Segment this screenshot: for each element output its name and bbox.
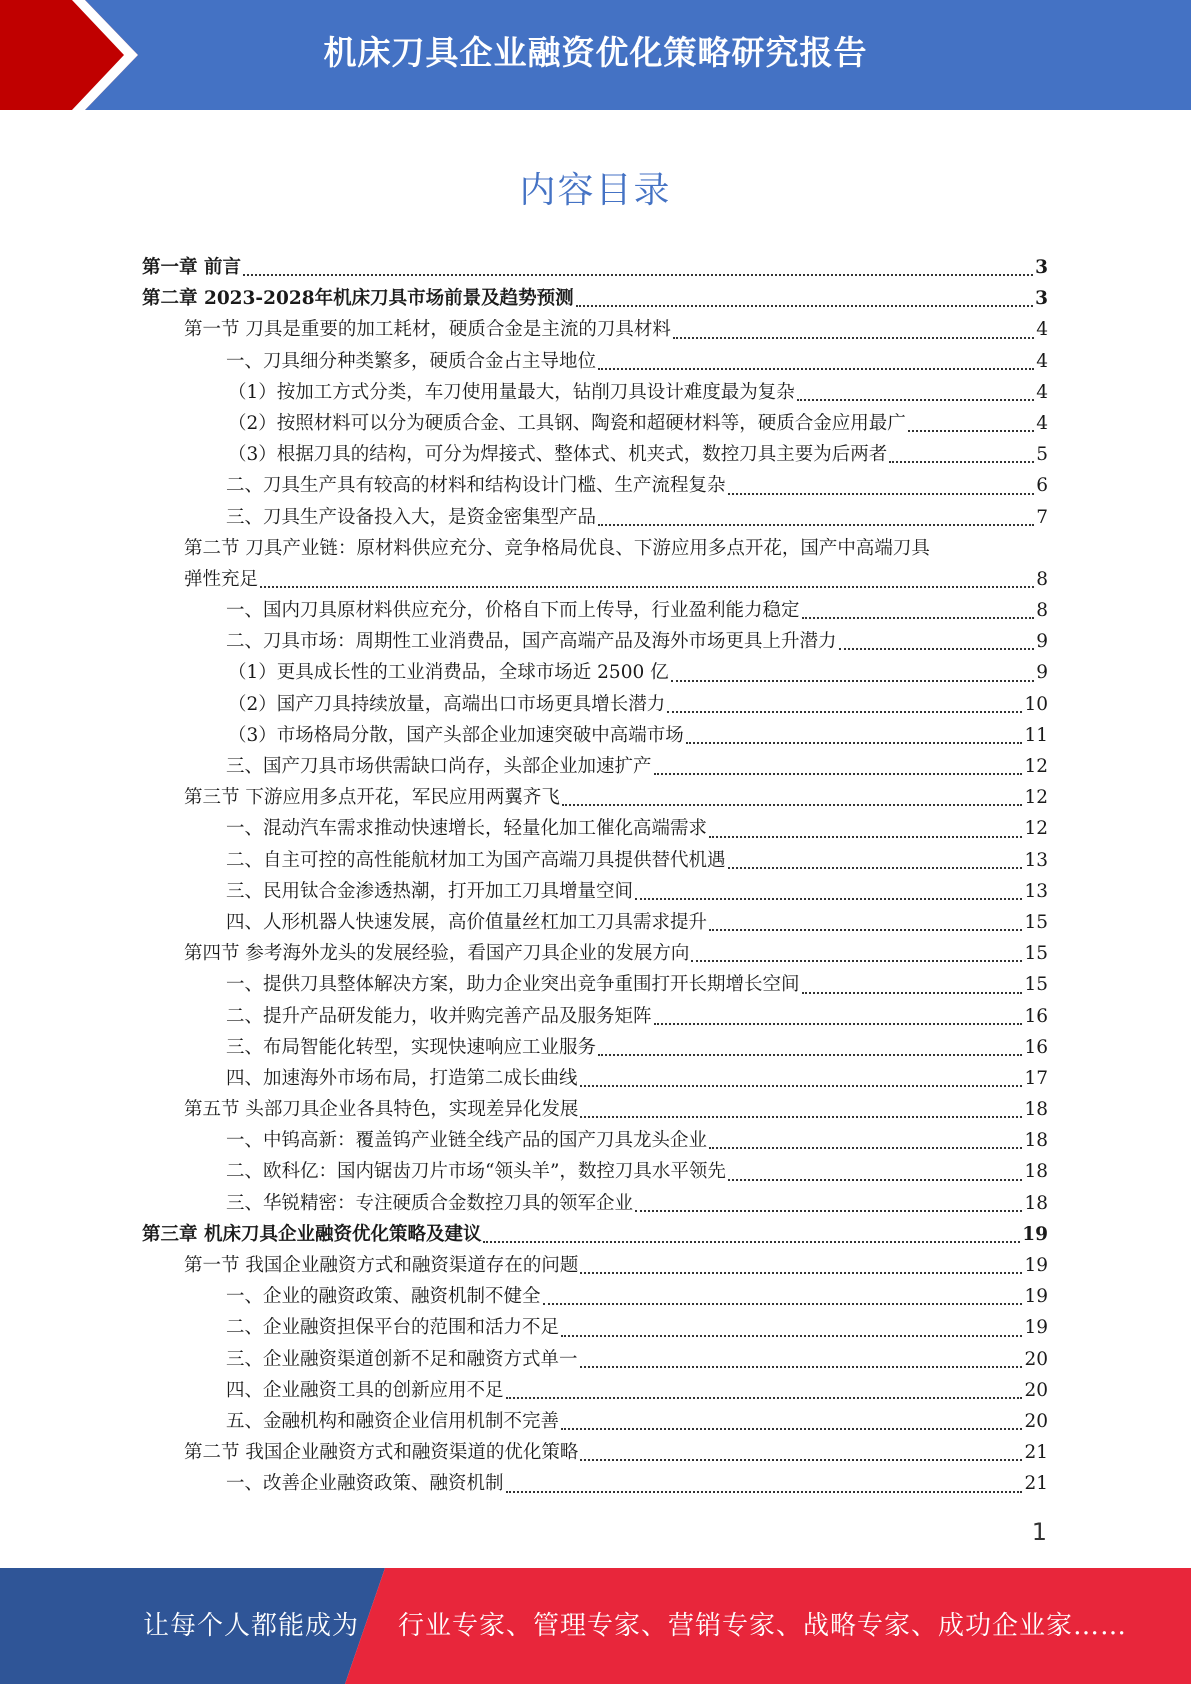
table-of-contents [142,253,1048,1501]
toc-entry-text: 三、企业融资渠道创新不足和融资方式单一 [226,1348,578,1370]
toc-leader-dots [580,1272,1022,1274]
toc-entry[interactable] [142,315,1048,346]
toc-entry[interactable] [142,503,1048,534]
toc-leader-dots [889,461,1034,463]
toc-page-number: 12 [1024,756,1048,777]
toc-entry[interactable] [142,1095,1048,1126]
toc-page-number: 15 [1024,911,1048,933]
toc-entry-continuation [184,565,1048,596]
toc-page-number: 4 [1036,319,1048,341]
toc-entry-text: （2）国产刀具持续放量，高端出口市场更具增长潜力 [228,693,666,715]
toc-leader-dots [709,929,1022,931]
toc-leader-dots [728,493,1035,495]
toc-entry[interactable] [142,627,1048,658]
toc-entry[interactable] [142,378,1048,409]
toc-leader-dots [673,337,1034,339]
footer-slogan-right: 行业专家、管理专家、营销专家、战略专家、成功企业家…… [398,1611,1128,1641]
toc-leader-dots [580,1366,1023,1368]
toc-entry-text: 第一节 我国企业融资方式和融资渠道存在的问题 [184,1255,579,1276]
toc-entry-text: 二、刀具生产具有较高的材料和结构设计门槛、生产流程复杂 [226,475,726,497]
toc-page-number: 4 [1036,350,1048,372]
toc-entry-text: 一、企业的融资政策、融资机制不健全 [226,1286,541,1308]
toc-entry[interactable] [142,752,1048,783]
toc-leader-dots [671,680,1035,682]
toc-entry-text: 第三节 下游应用多点开花，军民应用两翼齐飞 [184,787,560,809]
toc-entry-text: （3）根据刀具的结构，可分为焊接式、整体式、机夹式，数控刀具主要为后两者 [228,444,888,466]
toc-entry-text: 第一节 刀具是重要的加工耗材，硬质合金是主流的刀具材料 [184,319,671,341]
toc-entry-text: 一、提供刀具整体解决方案，助力企业突出竞争重围打开长期增长空间 [226,974,800,996]
toc-leader-dots [728,867,1023,869]
toc-entry[interactable] [142,658,1048,689]
toc-leader-dots [562,804,1023,806]
toc-leader-dots [654,1023,1023,1025]
toc-entry[interactable] [142,970,1048,1001]
toc-page-number: 19 [1024,1286,1048,1308]
toc-entry[interactable] [142,1126,1048,1157]
toc-leader-dots [580,1459,1022,1461]
toc-page-number: 16 [1024,1005,1048,1027]
toc-entry-text-continued: 弹性充足 [184,568,259,590]
toc-entry-text: 第二节 刀具产业链：原材料供应充分、竞争格局优良、下游应用多点开花，国产中高端刀具 [184,537,930,559]
toc-entry[interactable] [142,1345,1048,1376]
toc-entry-text: 四、加速海外市场布局，打造第二成长曲线 [226,1067,578,1089]
toc-entry-text: 第二章 2023-2028年机床刀具市场前景及趋势预测 [142,288,574,310]
toc-leader-dots [667,711,1022,713]
toc-leader-dots [686,742,1023,744]
toc-leader-dots [598,524,1034,526]
toc-entry[interactable] [142,814,1048,845]
toc-entry[interactable] [142,1033,1048,1064]
toc-leader-dots [635,898,1022,900]
footer-band [0,1568,1191,1684]
toc-leader-dots [598,368,1034,370]
toc-page-number: 19 [1024,1317,1048,1339]
toc-entry[interactable] [142,1064,1048,1095]
toc-leader-dots [506,1397,1023,1399]
toc-entry-text: 二、欧科亿：国内锯齿刀片市场“领头羊”，数控刀具水平领先 [226,1161,726,1183]
toc-entry-text: 二、企业融资担保平台的范围和活力不足 [226,1317,560,1339]
toc-entry[interactable] [142,534,1048,596]
toc-page-number: 12 [1024,818,1048,840]
toc-leader-dots [709,1147,1022,1149]
toc-leader-dots [908,430,1034,432]
toc-leader-dots [561,1335,1022,1337]
toc-entry[interactable] [142,721,1048,752]
report-title: 机床刀具企业融资优化策略研究报告 [323,33,868,72]
toc-page-number: 13 [1024,880,1048,902]
toc-entry[interactable] [142,1251,1048,1282]
toc-page-number: 3 [1035,257,1048,278]
toc-entry[interactable] [142,1376,1048,1407]
toc-entry-text: 四、企业融资工具的创新应用不足 [226,1379,504,1401]
toc-entry[interactable] [142,1438,1048,1469]
toc-page-number: 16 [1024,1036,1048,1058]
toc-page-number: 21 [1024,1473,1048,1495]
toc-leader-dots [580,1116,1022,1118]
toc-leader-dots [728,1179,1023,1181]
toc-heading: 内容目录 [519,170,672,211]
toc-page-number: 7 [1036,506,1048,528]
toc-leader-dots [839,648,1035,650]
page-number: 1 [1031,1518,1047,1546]
toc-entry[interactable] [142,596,1048,627]
toc-entry-text: 一、刀具细分种类繁多，硬质合金占主导地位 [226,350,597,372]
toc-page-number: 12 [1024,787,1048,809]
toc-entry[interactable] [142,1157,1048,1188]
header-band [0,0,1191,110]
toc-entry[interactable] [142,1220,1048,1251]
toc-page-number: 19 [1024,1255,1048,1276]
toc-entry-text: （1）更具成长性的工业消费品，全球市场近 2500 亿 [228,662,669,684]
toc-entry[interactable] [142,1313,1048,1344]
toc-leader-dots [802,617,1035,619]
toc-page-number: 3 [1035,288,1048,310]
toc-entry[interactable] [142,1002,1048,1033]
toc-page-number: 18 [1024,1099,1048,1121]
toc-leader-dots [561,1428,1022,1430]
toc-leader-dots [709,836,1022,838]
toc-entry[interactable] [142,690,1048,721]
toc-entry[interactable] [142,908,1048,939]
toc-leader-dots [483,1241,1020,1243]
toc-entry[interactable] [142,1469,1048,1500]
toc-page-number: 8 [1036,600,1048,622]
toc-entry-text: 三、民用钛合金渗透热潮，打开加工刀具增量空间 [226,880,634,902]
toc-page-number: 17 [1024,1067,1048,1089]
toc-entry-text: 五、金融机构和融资企业信用机制不完善 [226,1410,560,1432]
toc-entry-text: 第五节 头部刀具企业各具特色，实现差异化发展 [184,1099,579,1121]
toc-entry-text: 四、人形机器人快速发展，高价值量丝杠加工刀具需求提升 [226,911,708,933]
toc-entry-text: （1）按加工方式分类，车刀使用量最大，钻削刀具设计难度最为复杂 [228,381,795,403]
toc-entry[interactable] [142,253,1048,284]
toc-entry[interactable] [142,409,1048,440]
toc-leader-dots [797,399,1034,401]
toc-entry-text: 二、自主可控的高性能航材加工为国产高端刀具提供替代机遇 [226,849,726,871]
toc-page-number: 4 [1036,381,1048,403]
toc-leader-dots [576,305,1034,307]
toc-entry[interactable] [142,877,1048,908]
toc-entry[interactable] [142,1189,1048,1220]
footer-slogan-left: 让每个人都能成为 [143,1611,360,1641]
toc-entry-text: （2）按照材料可以分为硬质合金、工具钢、陶瓷和超硬材料等，硬质合金应用最广 [228,412,906,434]
toc-page-number: 19 [1022,1223,1048,1245]
toc-page-number: 9 [1036,662,1048,684]
toc-entry[interactable] [142,347,1048,378]
toc-page-number: 5 [1036,444,1048,466]
toc-page-number: 20 [1024,1348,1048,1370]
toc-entry[interactable] [142,783,1048,814]
toc-entry-text: 一、中钨高新：覆盖钨产业链全线产品的国产刀具龙头企业 [226,1130,708,1152]
toc-entry[interactable] [142,471,1048,502]
toc-entry[interactable] [142,846,1048,877]
toc-page-number: 18 [1024,1130,1048,1152]
toc-page-number: 20 [1024,1379,1048,1401]
toc-page-number: 10 [1024,693,1048,715]
toc-entry-text: 二、提升产品研发能力，收并购完善产品及服务矩阵 [226,1005,652,1027]
toc-entry-text: 一、改善企业融资政策、融资机制 [226,1473,504,1495]
toc-page-number: 6 [1036,475,1048,497]
toc-leader-dots [260,586,1034,588]
toc-page-number: 13 [1024,849,1048,871]
toc-leader-dots [802,992,1023,994]
toc-entry-text: 第一章 前言 [142,257,241,278]
toc-entry-text: 第三章 机床刀具企业融资优化策略及建议 [142,1223,482,1245]
toc-entry-text: （3）市场格局分散，国产头部企业加速突破中高端市场 [228,724,684,746]
toc-entry-text: 第二节 我国企业融资方式和融资渠道的优化策略 [184,1442,579,1464]
toc-leader-dots [243,274,1033,276]
toc-entry-text: 一、国内刀具原材料供应充分，价格自下而上传导，行业盈利能力稳定 [226,600,800,622]
toc-leader-dots [654,773,1023,775]
toc-entry-text: 三、华锐精密：专注硬质合金数控刀具的领军企业 [226,1192,634,1214]
toc-entry[interactable] [142,1282,1048,1313]
toc-entry[interactable] [142,1407,1048,1438]
toc-page-number: 18 [1024,1161,1048,1183]
toc-leader-dots [635,1210,1022,1212]
toc-leader-dots [506,1491,1023,1493]
toc-entry-text: 三、刀具生产设备投入大，是资金密集型产品 [226,506,597,528]
toc-page-number: 8 [1036,568,1048,590]
toc-entry-text: 一、混动汽车需求推动快速增长，轻量化加工催化高端需求 [226,818,708,840]
toc-page-number: 4 [1036,412,1048,434]
toc-leader-dots [580,1085,1023,1087]
toc-leader-dots [691,960,1022,962]
toc-entry[interactable] [142,939,1048,970]
toc-entry-text: 三、国产刀具市场供需缺口尚存，头部企业加速扩产 [226,756,652,777]
toc-entry-text: 三、布局智能化转型，实现快速响应工业服务 [226,1036,597,1058]
toc-page-number: 15 [1024,974,1048,996]
toc-page-number: 20 [1024,1410,1048,1432]
toc-entry-text: 第四节 参考海外龙头的发展经验，看国产刀具企业的发展方向 [184,943,690,965]
toc-leader-dots [598,1054,1022,1056]
toc-page-number: 11 [1024,724,1048,746]
toc-entry[interactable] [142,284,1048,315]
toc-page-number: 9 [1036,631,1048,653]
toc-page-number: 21 [1024,1442,1048,1464]
toc-entry-text: 二、刀具市场：周期性工业消费品，国产高端产品及海外市场更具上升潜力 [226,631,837,653]
toc-page-number: 18 [1024,1192,1048,1214]
toc-leader-dots [543,1303,1023,1305]
toc-page-number: 15 [1024,943,1048,965]
toc-entry[interactable] [142,440,1048,471]
